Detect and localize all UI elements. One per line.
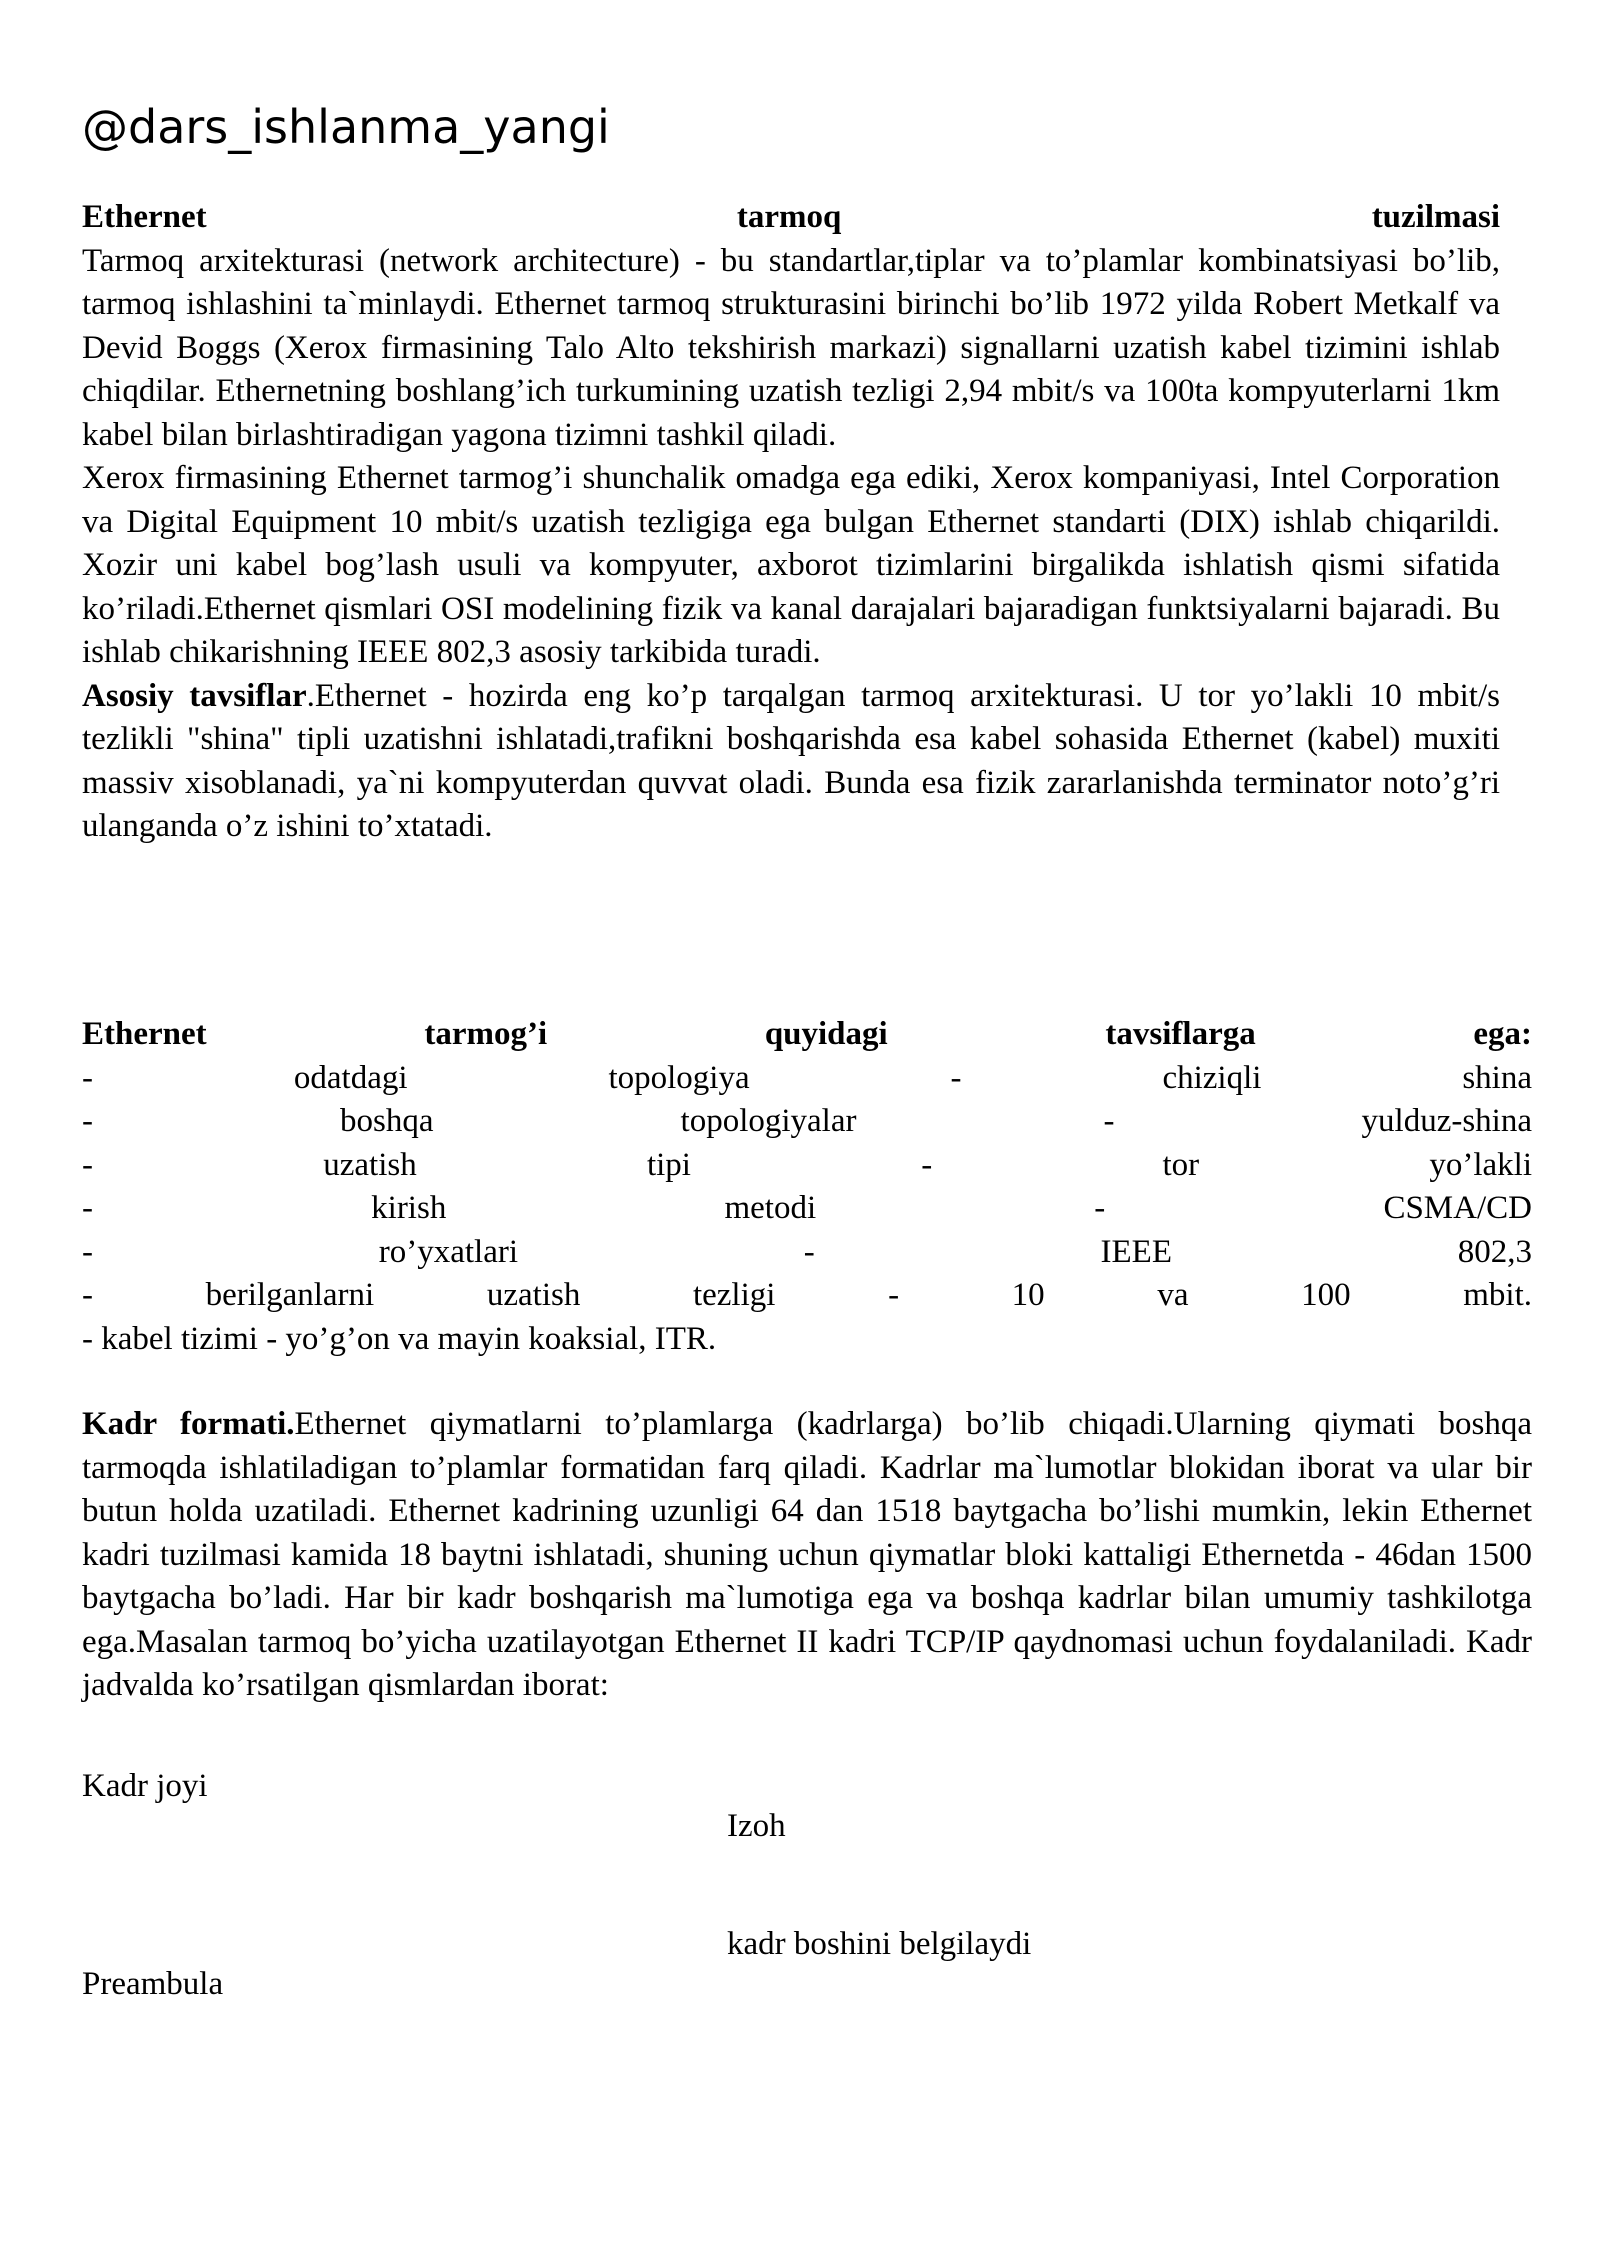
list-item: - uzatish tipi - tor yo’lakli (82, 1146, 1532, 1183)
section-title: Ethernet tarmoq tuzilmasi (82, 199, 1501, 235)
features-heading: Ethernet tarmog’i quyidagi tavsiflarga ega: (82, 1016, 1533, 1052)
list-item: - berilganlarni uzatish tezligi - 10 va 100 mbit. (82, 1277, 1532, 1313)
table-header-location: Kadr joyi (82, 1768, 208, 1804)
channel-handle: @dars_ishlanma_yangi (82, 100, 610, 154)
list-item: - odatdagi topologiya - chiziqli shina (82, 1059, 1532, 1096)
section-frame-format (82, 1403, 1532, 1708)
list-item: - kirish metodi - CSMA/CD (82, 1190, 1532, 1226)
table-header-note: Izoh (727, 1808, 786, 1844)
paragraph-main-features: Asosiy tavsiflar.Ethernet - hozirda eng ko’p tarqalgan tarmoq arxitekturasi. U tor yo’lakli 10 mbit/s tezlikli "shina" tipli uzatishni ishlatadi,trafikni boshqarishda esa kabel sohasida Ethernet (kabel) muxiti massiv xisoblanadi, ya`ni kompyuterdan quvvat oladi. Bunda esa fizik zararlanishda terminator noto’g’ri ulanganda o’z ishini to’xtatadi. (82, 677, 1500, 844)
features-list (82, 1013, 1532, 1361)
list-item: - boshqa topologiyalar - yulduz-shina (82, 1103, 1532, 1139)
section-ethernet-structure (82, 196, 1500, 849)
paragraph-xerox: Xerox firmasining Ethernet tarmog’i shunchalik omadga ega ediki, Xerox kompaniyasi, Intel Corporation va Digital Equipment 10 mbit/s uzatish tezligiga ega bulgan Ethernet standarti (DIX) ishlab chiqarildi. Xozir uni kabel bog’lash usuli va kompyuter, axborot tizimlarini birgalikda ishlatish qismi sifatida ko’riladi.Ethernet qismlari OSI modelining fizik va kanal darajalari bajaradigan funktsiyalarni bajaradi. Bu ishlab chikarishning IEEE 802,3 asosiy tarkibida turadi. (82, 460, 1500, 670)
list-item: - kabel tizimi - yo’g’on va mayin koaksial, ITR. (82, 1320, 717, 1357)
paragraph-architecture: Tarmoq arxitekturasi (network architecture) - bu standartlar,tiplar va to’plamlar kombinatsiyasi bo’lib, tarmoq ishlashini ta`minlaydi. Ethernet tarmoq strukturasini birinchi bo’lib 1972 yilda Robert Metkalf va Devid Boggs (Xerox firmasining Talo Alto tekshirish markazi) signallarni uzatish kabel tizimini ishlab chiqdilar. Ethernetning boshlang’ich turkumining uzatish tezligi 2,94 mbit/s va 100ta kompyuterlarni 1km kabel bilan birlashtiradigan yagona tizimni tashkil qiladi. (82, 242, 1500, 453)
paragraph-frame-format: Kadr formati.Ethernet qiymatlarni to’plamlarga (kadrlarga) bo’lib chiqadi.Ularning qiymati boshqa tarmoqda ishlatiladigan to’plamlar formatidan farq qiladi. Kadrlar ma`lumotlar blokidan iborat va ular bir butun holda uzatiladi. Ethernet kadrining uzunligi 64 dan 1518 baytgacha bo’lishi mumkin, lekin Ethernet kadri tuzilmasi kamida 18 baytni ishlatadi, shuning uchun qiymatlar bloki kattaligi Ethernetda - 46dan 1500 baytgacha bo’ladi. Har bir kadr boshqarish ma`lumotiga ega va boshqa kadrlar bilan umumiy tashkilotga ega.Masalan tarmoq bo’yicha uzatilayotgan Ethernet II kadri TCP/IP qaydnomasi uchun foydalaniladi. Kadr jadvalda ko’rsatilgan qismlardan iborat: (82, 1406, 1532, 1703)
table-cell-note: kadr boshini belgilaydi (727, 1926, 1032, 1962)
list-item: - ro’yxatlari - IEEE 802,3 (82, 1233, 1532, 1270)
table-cell-location: Preambula (82, 1966, 224, 2002)
